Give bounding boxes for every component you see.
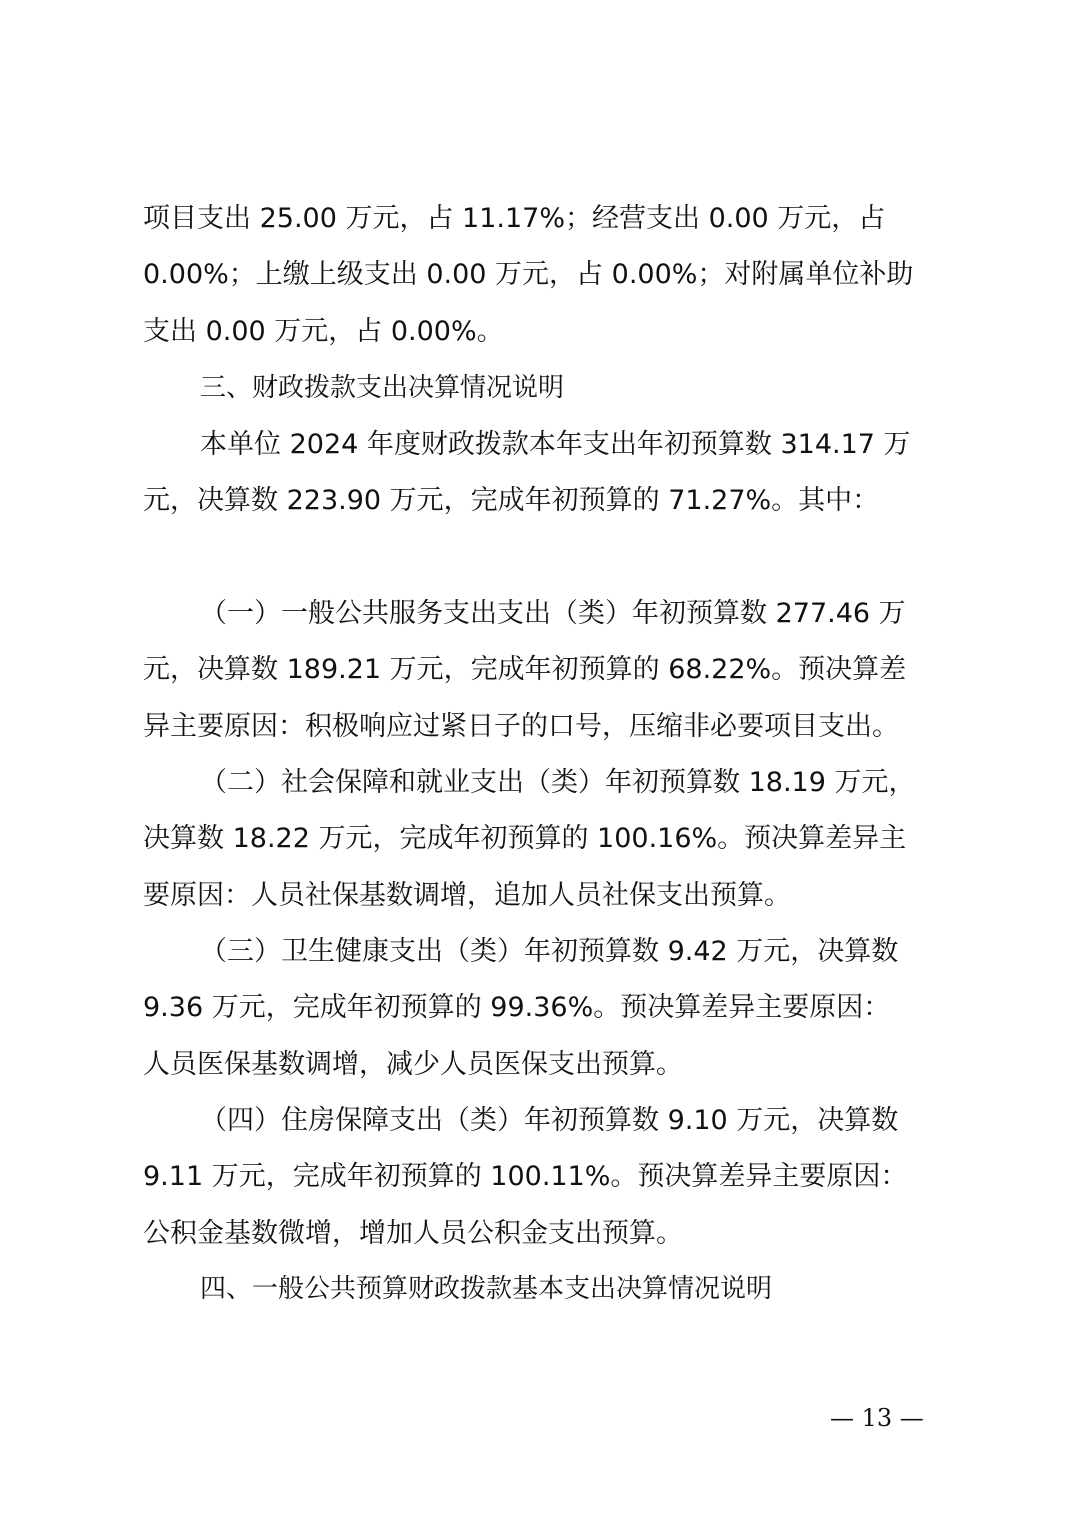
body-text-line: 本单位 2024 年度财政拨款本年支出年初预算数 314.17 万: [200, 429, 911, 460]
body-text-line: 9.11 万元，完成年初预算的 100.11%。预决算差异主要原因：: [143, 1161, 908, 1192]
body-text-line: 9.36 万元，完成年初预算的 99.36%。预决算差异主要原因：: [143, 992, 891, 1023]
body-text-line: 公积金基数微增，增加人员公积金支出预算。: [143, 1218, 683, 1249]
body-text-line: 元，决算数 223.90 万元，完成年初预算的 71.27%。其中：: [143, 485, 880, 516]
body-text-line: 支出 0.00 万元，占 0.00%。: [143, 316, 504, 347]
body-text-line: 0.00%；上缴上级支出 0.00 万元，占 0.00%；对附属单位补助: [143, 259, 914, 290]
body-text-line: （四）住房保障支出（类）年初预算数 9.10 万元，决算数: [200, 1105, 899, 1136]
body-text-line: 元，决算数 189.21 万元，完成年初预算的 68.22%。预决算差: [143, 654, 907, 685]
body-text-line: 人员医保基数调增，减少人员医保支出预算。: [143, 1049, 683, 1080]
section-heading: 三、财政拨款支出决算情况说明: [200, 373, 565, 403]
body-text-line: （一）一般公共服务支出支出（类）年初预算数 277.46 万: [200, 598, 906, 629]
body-text-line: 决算数 18.22 万元，完成年初预算的 100.16%。预决算差异主: [143, 823, 907, 854]
section-heading: 四、一般公共预算财政拨款基本支出决算情况说明: [200, 1274, 773, 1304]
body-text-line: 异主要原因：积极响应过紧日子的口号，压缩非必要项目支出。: [143, 711, 899, 742]
body-text-line: （三）卫生健康支出（类）年初预算数 9.42 万元，决算数: [200, 936, 899, 967]
body-text-line: 要原因：人员社保基数调增，追加人员社保支出预算。: [143, 880, 791, 911]
body-text-line: （二）社会保障和就业支出（类）年初预算数 18.19 万元，: [200, 767, 916, 798]
body-text-line: 项目支出 25.00 万元，占 11.17%；经营支出 0.00 万元，占: [143, 203, 886, 234]
page-number: — 13 —: [830, 1404, 924, 1432]
